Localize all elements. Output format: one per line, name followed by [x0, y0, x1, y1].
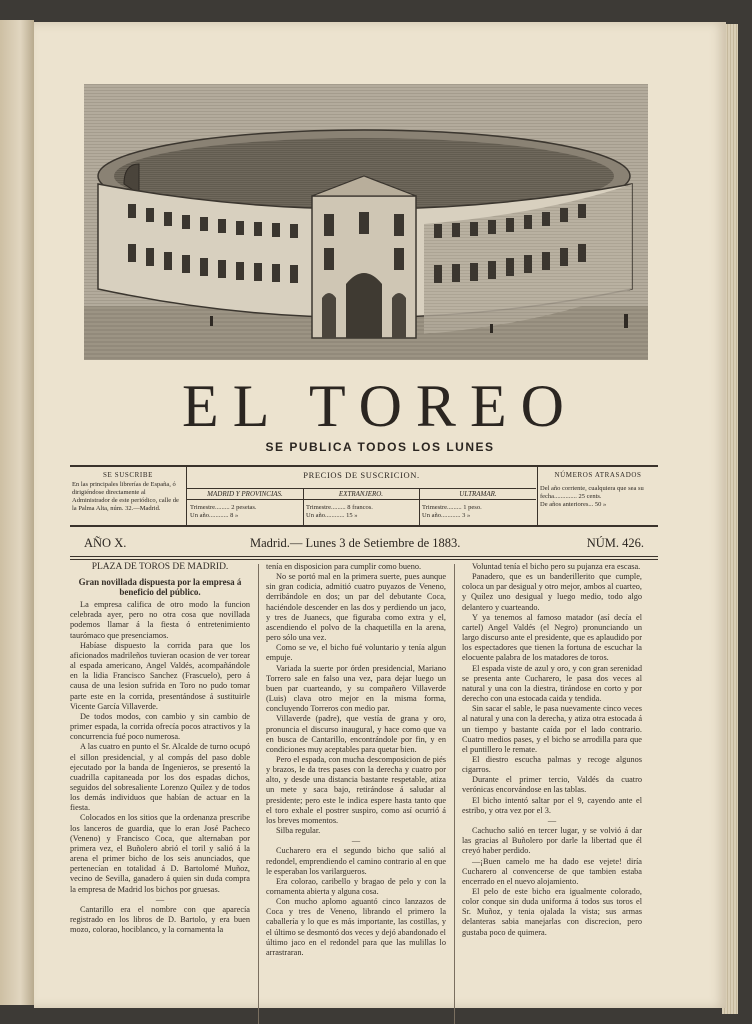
paragraph: Variada la suerte por órden presidencial, Mariano Torrero sale en falso una vez, para dejar luego un buen par cuarteando, y su compañero Villaverde (Luis) clava otro mejor en la misma forma, concluyendo Torreros con medio par.: [266, 663, 446, 714]
dateline: [70, 530, 658, 557]
paragraph: Durante el primer tercio, Valdés da cuatro verónicas encorvándose en las tablas.: [462, 775, 642, 795]
divider: [70, 559, 658, 560]
paragraph: Cucharero era el segundo bicho que salió al redondel, emprendiendo el camino contrario al en que le esperaban los varilargueros.: [266, 846, 446, 876]
prices-title: PRECIOS DE SUSCRICION.: [303, 470, 420, 480]
region-line1: Trimestre......... 1 peso.: [422, 504, 482, 511]
region-line1: Trimestre......... 2 pesetas.: [190, 504, 257, 511]
paragraph: Con mucho aplomo aguantó cinco lanzazos de Coca y tres de Veneno, librando el primero la caballería y lo que es más importante, las costillas, y el último se desmontó dos veces y dejó abandonado el último jaco en el redondel para que las mulillas lo arrastraran.: [266, 897, 446, 957]
column-rule: [258, 564, 259, 1024]
article-column-1: [70, 562, 250, 935]
paragraph: No se portó mal en la primera suerte, pues aunque sin gran codicia, admitió cuatro puyazos de Veneno, derribándole en dos; un par del debutante Coca, haciéndole descender en las dos y perdiendo un jaco, y tres de Juanecs, que figuraba como extra y el, ascendiendo el polvo de la chaquetilla en la arena, pero sólo una vez.: [266, 572, 446, 643]
paragraph: Y ya tenemos al famoso matador (así decía el cartel) Angel Valdés (el Negro) pronunciando un largo discurso ante el presidente, que es aplaudido por los espectadores que tienen la fortuna de escuchar la elocuente palabra de los matadores de toros.: [462, 612, 642, 663]
paragraph: Panadero, que es un banderillerito que cumple, coloca un par desigual y otro mejor, ambos al cuarteo, y Quílez uno desigual y luego medio, todo algo delantero y cuarteando.: [462, 572, 642, 612]
paragraph: Como se ve, el bicho fué voluntario y tenía algun empuje.: [266, 643, 446, 663]
masthead-title: EL TOREO: [182, 373, 578, 439]
separator: —: [351, 836, 361, 846]
issue-date: Madrid.— Lunes 3 de Setiembre de 1883.: [250, 536, 461, 550]
back-issues-line2: De años anteriores... 50 »: [540, 501, 607, 508]
paragraph: Voluntad tenía el bicho pero su pujanza era escasa.: [472, 562, 641, 571]
paragraph: Pero el espada, con mucha descomposicion de piés y brazos, le da tres pases con la derecha y cuatro por alto, y desde una distancia bastante respetable, atiza un mete y saca bajo, retirándose á saludar al presidente; pero este le indica espere hasta tanto que el toro exhale el postrer suspiro, como así ocurrió á los breves momentos.: [266, 754, 446, 825]
price-region-extranjero: [306, 490, 416, 526]
article-column-2: [266, 562, 446, 958]
subscribe-info: [72, 467, 184, 525]
region-line1: Trimestre......... 8 francos.: [306, 504, 373, 511]
paragraph: Colocados en los sitios que la ordenanza prescribe los lanceros de guardia, que lo eran José Pacheco (Veneno) y Francisco Coca, que alternaban por primera vez, el Buñolero abrió el toril y salió á la arena el primer bicho de los seis anunciados, que pertenecían en totalidad á D. Bartolomé Muñoz, vecino de Sevilla, ganadero á quien sin duda compra la empresa de Madrid los bichos por gruesas.: [70, 813, 250, 894]
paragraph: tenía en disposicion para cumplir como bueno.: [266, 562, 422, 571]
issue-year: AÑO X.: [84, 536, 127, 550]
paragraph: Cantarillo era el nombre con que aparecía registrado en los libros de D. Bartolo, y era buen mozo, colorao, hociblanco, y la cornamenta la: [70, 904, 250, 935]
newspaper-page: [34, 22, 726, 1008]
paragraph: A las cuatro en punto el Sr. Alcalde de turno ocupó el sillon presidencial, y al compás del paso doble ejecutado por la banda de Ingenieros, se presentó la cuadrilla capitaneada por los dos espadas dichos, seguidos del sobresaliente Lorenzo Quílez y de todos los demás individuos que habían de actuar en la fiesta.: [70, 742, 250, 813]
bullring-drawing: [84, 84, 648, 360]
paragraph: La empresa califica de otro modo la funcion celebrada ayer, pero no otra cosa que novillada podemos llamar á la fiesta ó entretenimiento taurómaco que presenciamos.: [70, 600, 250, 640]
masthead-subtitle: SE PUBLICA TODOS LOS LUNES: [265, 440, 495, 454]
article-subheading: Gran novillada dispuesta por la empresa á beneficio del público.: [78, 577, 242, 598]
issue-number: NÚM. 426.: [586, 536, 644, 550]
paragraph: Silba regular.: [276, 826, 321, 836]
paragraph: De todos modos, con cambio y sin cambio de primer espada, la corrida ofrecía pocos atractivos y la concurrencia fué poco numerosa.: [70, 711, 250, 742]
subscription-box: [70, 465, 658, 527]
divider: [419, 488, 420, 525]
price-region-ultramar: [422, 490, 534, 526]
paragraph: —¡Buen camelo me ha dado ese vejete! diría Cucharero al convencerse de que tambien estaba encerrado en el nuevo alojamiento.: [462, 856, 642, 886]
paragraph: El pelo de este bicho era igualmente colorado, color conque sin duda uniforma á todos sus toros el Sr. Muñoz, y tenia ojalada la vista; sus armas delanteras sabia manejarlas con discrecion, pero gustaba poco de quimera.: [462, 887, 642, 937]
region-name: MADRID Y PROVINCIAS.: [207, 490, 283, 498]
back-issues-line1: Del año corriente, cualquiera que sea su fecha.............. 25 cents.: [540, 485, 644, 500]
article-heading: PLAZA DE TOROS DE MADRID.: [91, 562, 229, 572]
column-rule: [454, 564, 455, 1024]
region-line2: Un año............ 15 »: [306, 512, 358, 519]
paragraph: Cachucho salió en tercer lugar, y se volvió á dar las gracias al Buñolero por darle la libertad que él creyó haber perdido.: [462, 826, 642, 856]
price-region-madrid: [190, 490, 300, 526]
article-column-3: [462, 562, 642, 938]
paragraph: Villaverde (padre), que vestía de grana y oro, pronuncia el discurso inaugural, y hace como que va en busca de Cantarillo, encontrándole por fin, y en condiciones muy aceptables para quetar bien.: [266, 714, 446, 754]
paragraph: El bicho intentó saltar por el 9, cayendo ante el estribo, y otra vez por el 3.: [462, 795, 642, 815]
back-issues-title: NÚMEROS ATRASADOS: [554, 471, 642, 479]
paragraph: El diestro escucha palmas y recoge algunos cigarros.: [462, 754, 642, 775]
paragraph: Era colorao, caribello y bragao de pelo y con la cornamenta abierta y alguna cosa.: [266, 876, 446, 896]
paragraph: Sin sacar el sable, le pasa nuevamente cinco veces al natural y una con la derecha, y atiza otra estocada á un tiempo y bastante caída por el lado contrario. Cuatro medios pases, y el bicho se arrodilla para que el puntillero le remate.: [462, 704, 642, 754]
subscribe-title: SE SUSCRIBE: [103, 471, 153, 479]
divider: [303, 488, 304, 525]
back-issues: [540, 467, 656, 525]
paragraph: Habíase dispuesto la corrida para que los aficionados madrileños tuvieran ocasion de ver torear al espada americano, Angel Valdés, acompañándole en la lidia Francisco Sanchez (Frascuelo), pero á causa de una lesion sufrida en Toro no pudo tomar parte este en la corrida, presentándose á sustituirle Vicente García Villaverde.: [70, 640, 250, 711]
region-name: EXTRANJERO.: [338, 490, 384, 498]
region-line2: Un año............ 8 »: [190, 512, 239, 519]
region-name: ULTRAMAR.: [459, 490, 497, 498]
divider: [187, 488, 536, 489]
subscribe-text: En las principales librerías de España, ó dirigiéndose directamente al Administrador de este periódico, calle de la Palma Alta, núm. 32.—Madrid.: [72, 481, 179, 512]
divider: [537, 467, 538, 525]
left-page-edge: [0, 20, 34, 1005]
bullring-engraving: [84, 84, 648, 360]
separator: —: [547, 815, 557, 825]
separator: —: [155, 894, 165, 904]
region-line2: Un año............ 3 »: [422, 512, 471, 519]
paragraph: El espada viste de azul y oro, y con gran serenidad se presenta ante Cucharero, le pasa dos veces al natural y una con la diestra, tirándose en corto y por derecho con una estocada caida y tendida.: [462, 663, 642, 704]
